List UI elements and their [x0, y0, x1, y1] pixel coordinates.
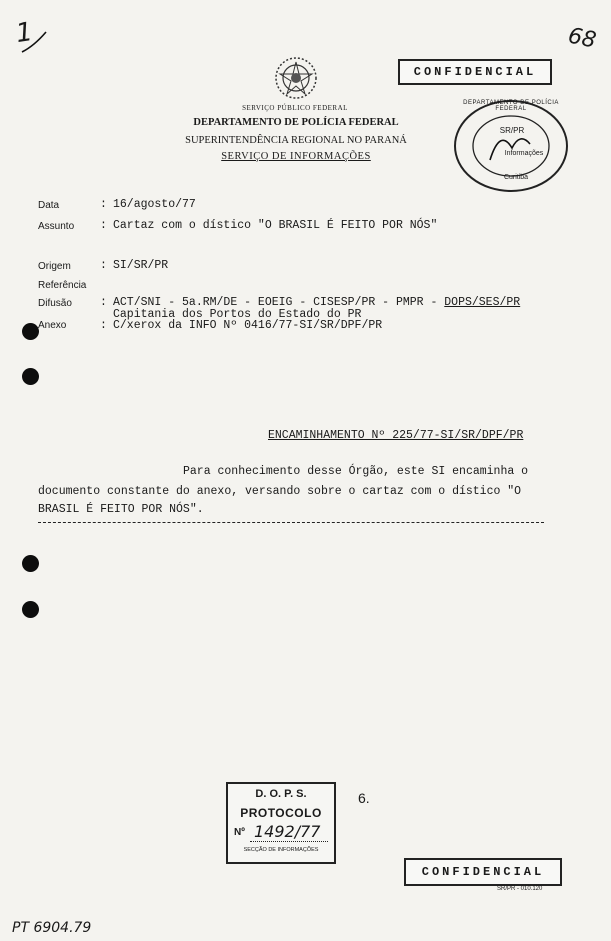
- pen-stroke-icon: [20, 28, 50, 56]
- dops-protocol-stamp: [226, 782, 336, 864]
- body-line-2: documento constante do anexo, versando sobre o cartaz com o dístico "O: [38, 485, 522, 498]
- punch-hole-icon: [22, 368, 39, 385]
- page-number-handwritten: 68: [565, 23, 599, 54]
- stamp-number-value: 1492/77: [254, 822, 321, 841]
- field-value-data: 16/agosto/77: [113, 198, 196, 211]
- handwritten-reference: PT 6904.79: [12, 920, 92, 936]
- field-label-origem: Origem: [38, 261, 71, 272]
- body-line-1: Para conhecimento desse Órgão, este SI encaminha o: [183, 465, 529, 478]
- seal-ring-text: DEPARTAMENTO DE POLÍCIA FEDERAL: [463, 100, 559, 112]
- field-colon: :: [100, 198, 107, 211]
- field-value-origem: SI/SR/PR: [113, 259, 169, 272]
- superintendency-title: SUPERINTENDÊNCIA REGIONAL NO PARANÁ: [185, 135, 407, 146]
- punch-hole-icon: [22, 555, 39, 572]
- field-label-assunto: Assunto: [38, 221, 75, 232]
- field-label-referencia: Referência: [38, 280, 87, 291]
- punch-hole-icon: [22, 601, 39, 618]
- stamp-number-label: Nº: [234, 827, 245, 838]
- seal-center-bottom: Curitiba: [503, 174, 529, 181]
- service-line: SERVIÇO PÚBLICO FEDERAL: [242, 104, 348, 112]
- federal-police-seal: [452, 98, 570, 194]
- field-label-difusao: Difusão: [38, 298, 72, 309]
- field-colon: :: [100, 296, 107, 309]
- dashed-divider: [38, 522, 544, 523]
- field-label-anexo: Anexo: [38, 320, 67, 331]
- encaminhamento-title: ENCAMINHAMENTO Nº 225/77-SI/SR/DPF/PR: [268, 429, 524, 442]
- seal-center-top: SR/PR: [499, 126, 525, 135]
- stamp-dops-line: D. O. P. S.: [255, 788, 307, 800]
- field-value-difusao-2: Capitania dos Portos do Estado do PR: [113, 308, 362, 321]
- stamp-number-underline: [250, 841, 328, 842]
- confidential-stamp-top: CONFIDENCIAL: [398, 59, 552, 85]
- form-code: SR/PR - 010.120: [497, 886, 543, 892]
- field-colon: :: [100, 219, 107, 232]
- stamp-protocolo-line: PROTOCOLO: [240, 806, 322, 820]
- punch-hole-icon: [22, 323, 39, 340]
- field-label-data: Data: [38, 200, 60, 211]
- field-value-assunto: Cartaz com o dístico "O BRASIL É FEITO POR NÓS": [113, 219, 438, 232]
- seal-center-mid: Informações: [504, 150, 544, 157]
- field-value-anexo: C/xerox da INFO Nº 0416/77-SI/SR/DPF/PR: [113, 319, 383, 332]
- stray-mark: 6.: [358, 790, 370, 806]
- coat-of-arms-emblem: [274, 56, 318, 100]
- top-left-mark: 1: [13, 16, 35, 50]
- field-colon: :: [100, 319, 107, 332]
- confidential-stamp-bottom: CONFIDENCIAL: [404, 858, 562, 886]
- department-title: DEPARTAMENTO DE POLÍCIA FEDERAL: [193, 117, 399, 128]
- difusao-dops-underlined: DOPS/SES/PR: [444, 296, 521, 309]
- field-colon: :: [100, 259, 107, 272]
- service-title: SERVIÇO DE INFORMAÇÕES: [221, 151, 371, 162]
- body-line-3: BRASIL É FEITO POR NÓS".: [38, 503, 204, 516]
- difusao-list: ACT/SNI - 5a.RM/DE - EOEIG - CISESP/PR - PMPR -: [113, 296, 445, 309]
- stamp-section-line: SECÇÃO DE INFORMAÇÕES: [243, 847, 319, 853]
